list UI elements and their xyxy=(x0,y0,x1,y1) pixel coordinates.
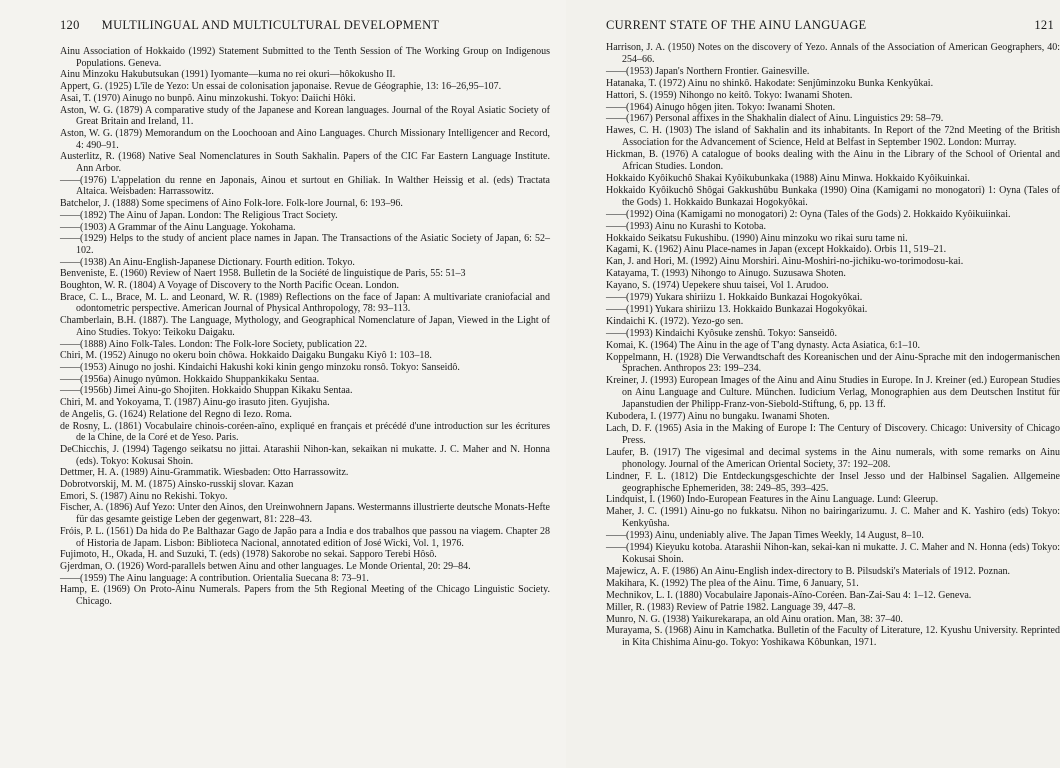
reference-entry: Kan, J. and Hori, M. (1992) Ainu Morshiri. Ainu-Moshiri-no-jichiku-wo-torimodosu-kai. xyxy=(606,256,964,268)
reference-entry: Makihara, K. (1992) The plea of the Ainu. Time, 6 January, 51. xyxy=(606,577,859,589)
reference-entry: Chamberlain, B.H. (1887). The Language, Mythology, and Geographical Nomenclature of Japan, Viewed in the Light of Aino Studies. Tokyo: Teikoku Daigaku. xyxy=(60,315,550,338)
reference-entry: Kagami, K. (1962) Ainu Place-names in Japan (except Hokkaido). Orbis 11, 519–21. xyxy=(606,244,947,256)
reference-entry: Chiri, M. (1952) Ainugo no okeru boin chôwa. Hokkaido Daigaku Bungaku Kiyô 1: 103–18. xyxy=(60,350,432,362)
reference-entry: ——(1993) Kindaichi Kyôsuke zenshû. Tokyo: Sanseidô. xyxy=(606,327,838,339)
reference-entry: Mechnikov, L. I. (1880) Vocabulaire Japonais-Aïno-Coréen. Ban-Zai-Sau 4: 1–12. Geneva. xyxy=(606,589,972,601)
reference-list xyxy=(60,46,550,608)
reference-entry: ——(1892) The Ainu of Japan. London: The Religious Tract Society. xyxy=(60,209,338,221)
reference-entry: ——(1994) Kieyuku kotoba. Atarashii Nihon-kan, sekai-kan ni mukatte. J. C. Maher and N. Honna (eds) Tokyo: Kokusai Shoin. xyxy=(606,542,1060,565)
reference-entry: ——(1938) An Ainu-English-Japanese Dictionary. Fourth edition. Tokyo. xyxy=(60,256,355,268)
reference-entry: Komai, K. (1964) The Ainu in the age of T'ang dynasty. Acta Asiatica, 6:1–10. xyxy=(606,339,921,351)
reference-entry: de Rosny, L. (1861) Vocabulaire chinois-coréen-aïno, expliqué en français et précédé d'une introduction sur les écritures de la Chine, de la Coré et de Yeso. Paris. xyxy=(60,420,550,444)
reference-entry: ——(1979) Yukara shiriizu 1. Hokkaido Bunkazai Hogokyôkai. xyxy=(606,292,863,304)
reference-entry: Ainu Association of Hokkaido (1992) Statement Submitted to the Tenth Session of The Working Group on Indigenous Populations. Geneva. xyxy=(60,46,550,69)
reference-entry: Boughton, W. R. (1804) A Voyage of Discovery to the North Pacific Ocean. London. xyxy=(60,280,400,292)
reference-entry: Laufer, B. (1917) The vigesimal and decimal systems in the Ainu numerals, with some remarks on Ainu phonology. Journal of the American Oriental Society, 37: 192–208. xyxy=(606,446,1060,470)
right-page-header xyxy=(606,14,1060,36)
reference-entry: Koppelmann, H. (1928) Die Verwandtschaft des Koreanischen und der Ainu-Sprache mit den indogermanischen Sprachen. Anthropos 23: 199–234. xyxy=(606,351,1060,375)
reference-entry: Hamp, E. (1969) On Proto-Ainu Numerals. Papers from the 5th Regional Meeting of the Chicago Linguistic Society. Chicago. xyxy=(60,584,550,608)
reference-entry: Majewicz, A. F. (1986) An Ainu-English index-directory to B. Pilsudski's Materials of 1912. Poznan. xyxy=(606,565,1011,577)
reference-entry: Dettmer, H. A. (1989) Ainu-Grammatik. Wiesbaden: Otto Harrassowitz. xyxy=(60,467,349,479)
reference-entry: Fischer, A. (1896) Auf Yezo: Unter den Ainos, den Ureinwohnern Japans. Westermanns illustrierte deutsche Monats-Hefte für das gesamte geistige Leben der gegenwart, 81: 228–43. xyxy=(60,502,550,526)
reference-entry: Hokkaido Seikatsu Fukushibu. (1990) Ainu minzoku wo rikai suru tame ni. xyxy=(606,232,908,244)
reference-entry: Kayano, S. (1974) Uepekere shuu taisei, Vol 1. Arudoo. xyxy=(606,280,829,292)
reference-entry: ——(1993) Ainu, undeniably alive. The Japan Times Weekly, 14 August, 8–10. xyxy=(606,530,924,542)
reference-entry: Fróis, P. L. (1561) Da hida do P.e Balthazar Gago de Japão para a India e dos trabalhos que passou na viagem. Chapter 28 of Historia de Japam. Lisbon: Biblioteca Nacional, annotated edition of José Wicki, Vol. 1, 1976. xyxy=(60,525,550,549)
reference-entry: ——(1959) The Ainu language: A contribution. Orientalia Suecana 8: 73–91. xyxy=(60,572,369,584)
reference-entry: ——(1929) Helps to the study of ancient place names in Japan. The Transactions of the Asiatic Society of Japan, 6: 52–102. xyxy=(60,233,550,256)
reference-entry: de Angelis, G. (1624) Relatione del Regno di Iezo. Roma. xyxy=(60,408,292,420)
reference-entry: Katayama, T. (1993) Nihongo to Ainugo. Suzusawa Shoten. xyxy=(606,268,846,280)
reference-entry: Harrison, J. A. (1950) Notes on the discovery of Yezo. Annals of the Association of American Geographers, 40: 254–66. xyxy=(606,42,1060,65)
reference-entry: Hickman, B. (1976) A catalogue of books dealing with the Ainu in the Library of the School of Oriental and African Studies. London. xyxy=(606,149,1060,173)
reference-entry: ——(1956b) Jimei Ainu-go Shojiten. Hokkaido Shuppan Kikaku Sentaa. xyxy=(60,385,353,397)
reference-entry: Aston, W. G. (1879) Memorandum on the Loochooan and Aino Languages. Church Missionary Intelligencer and Record, 4: 490–91. xyxy=(60,127,550,151)
reference-entry: Austerlitz, R. (1968) Native Seal Nomenclatures in South Sakhalin. Papers of the CIC Far Eastern Language Institute. Ann Arbor. xyxy=(60,151,550,175)
reference-entry: Emori, S. (1987) Ainu no Rekishi. Tokyo. xyxy=(60,490,228,502)
reference-entry: Kindaichi K. (1972). Yezo-go sen. xyxy=(606,315,744,327)
reference-entry: Maher, J. C. (1991) Ainu-go no fukkatsu. Nihon no bairingarizumu. J. C. Maher and K. Yashiro (eds) Tokyo: Kenkyûsha. xyxy=(606,506,1060,530)
reference-entry: Benveniste, E. (1960) Review of Naert 1958. Bulletin de la Société de linguistique de Paris, 55: 51–3 xyxy=(60,268,466,280)
reference-entry: Chiri, M. and Yokoyama, T. (1987) Ainu-go irasuto jiten. Gyujisha. xyxy=(60,397,330,409)
reference-entry: ——(1903) A Grammar of the Ainu Language. Yokohama. xyxy=(60,221,296,233)
reference-entry: Miller, R. (1983) Review of Patrie 1982. Language 39, 447–8. xyxy=(606,601,856,613)
reference-entry: ——(1976) L'appelation du renne en Japonais, Ainou et surtout en Ghiliak. In Walther Heissig et al. (eds) Tractata Altaica. Weisbaden: Harrassowitz. xyxy=(60,174,550,198)
running-head: MULTILINGUAL AND MULTICULTURAL DEVELOPMENT xyxy=(101,17,440,32)
reference-entry: ——(1967) Personal affixes in the Shakhalin dialect of Ainu. Linguistics 29: 58–79. xyxy=(606,113,944,125)
reference-entry: Hokkaido Kyôikuchô Shôgai Gakkushûbu Bunkaka (1990) Oina (Kamigami no monogatori) 1: Oyna (Tales of the Gods) 1. Hokkaido Bunkazai Hogokyôkai. xyxy=(606,184,1060,208)
reference-entry: ——(1964) Ainugo hôgen jiten. Tokyo: Iwanami Shoten. xyxy=(606,101,836,113)
reference-entry: Kubodera, I. (1977) Ainu no bungaku. Iwanami Shoten. xyxy=(606,411,830,423)
reference-entry: Munro, N. G. (1938) Yaikurekarapa, an old Ainu oration. Man, 38: 37–40. xyxy=(606,613,903,625)
reference-entry: Brace, C. L., Brace, M. L. and Leonard, W. R. (1989) Reflections on the face of Japan: A multivariate craniofacial and odontometric perspective. American Journal of Physical Anthropology, 78: 93–113. xyxy=(60,291,550,315)
reference-entry: ——(1888) Aino Folk-Tales. London: The Folk-lore Society, publication 22. xyxy=(60,338,368,350)
reference-entry: Gjerdman, O. (1926) Word-parallels betwen Ainu and other languages. Le Monde Oriental, 20: 29–84. xyxy=(60,560,471,572)
reference-entry: Ainu Minzoku Hakubutsukan (1991) Iyomante—kuma no rei okuri—hôkokusho II. xyxy=(60,69,396,81)
reference-entry: ——(1953) Japan's Northern Frontier. Gainesville. xyxy=(606,65,810,77)
reference-entry: Hokkaido Kyôikuchô Shakai Kyôikubunkaka (1988) Ainu Minwa. Hokkaido Kyôikuinkai. xyxy=(606,172,970,184)
page-number: 121 xyxy=(1034,17,1054,32)
reference-entry: ——(1953) Ainugo no joshi. Kindaichi Hakushi koki kinin gengo minzoku ronsô. Tokyo: Sanseidô. xyxy=(60,361,460,373)
reference-entry: Asai, T. (1970) Ainugo no bunpô. Ainu minzokushi. Tokyo: Daiichi Hôki. xyxy=(60,92,356,104)
reference-entry: Hattori, S. (1959) Nihongo no keitô. Tokyo: Iwanami Shoten. xyxy=(606,89,853,101)
reference-entry: Aston, W. G. (1879) A comparative study of the Japanese and Korean languages. Journal of the Royal Asiatic Society of Great Britain and Ireland, 11. xyxy=(60,104,550,128)
reference-entry: Lach, D. F. (1965) Asia in the Making of Europe I: The Century of Discovery. Chicago: University of Chicago Press. xyxy=(606,423,1060,446)
reference-entry: DeChicchis, J. (1994) Tagengo seikatsu no jittai. Atarashii Nihon-kan, sekaikan ni mukatte. J. C. Maher and N. Honna (eds). Tokyo: Kokusai Shoin. xyxy=(60,443,550,467)
page-number: 120 xyxy=(60,17,80,32)
reference-entry: Lindner, F. L. (1812) Die Entdeckungsgeschichte der Insel Jesso und der Halbinsel Sagalien. Allgemeine geographische Ephemeriden, 38: 249–85, 393–425. xyxy=(606,470,1060,494)
reference-entry: Hawes, C. H. (1903) The island of Sakhalin and its inhabitants. In Report of the 72nd Meeting of the British Association for the Advancement of Science, Held at Belfast in September 1902. London: Murray. xyxy=(606,125,1060,149)
reference-entry: Hatanaka, T. (1972) Ainu no shinkô. Hakodate: Senjûminzoku Bunka Kenkyûkai. xyxy=(606,77,934,89)
reference-entry: ——(1991) Yukara shiriizu 13. Hokkaido Bunkazai Hogokyôkai. xyxy=(606,303,868,315)
reference-entry: Appert, G. (1925) L'île de Yezo: Un essai de colonisation japonaise. Revue de Géographie, 13: 16–26,95–107. xyxy=(60,81,502,93)
reference-entry: ——(1956a) Ainugo nyûmon. Hokkaido Shuppankikaku Sentaa. xyxy=(60,373,320,385)
reference-entry: Fujimoto, H., Okada, H. and Suzuki, T. (eds) (1978) Sakorobe no sekai. Sapporo Terebi Hôsô. xyxy=(60,549,437,561)
left-page-header xyxy=(60,14,550,36)
reference-entry: ——(1993) Ainu no Kurashi to Kotoba. xyxy=(606,220,766,232)
reference-entry: Kreiner, J. (1993) European Images of the Ainu and Ainu Studies in Europe. In J. Kreiner (ed.) European Studies on Ainu Language and Culture. München. Iudicium Verlag, Monographien aus dem Deutschen Institut für Japanstudien der Philipp-Franz-von-Siebold-Stiftung, 6, pp. 13 ff. xyxy=(606,375,1060,411)
reference-entry: Murayama, S. (1968) Ainu in Kamchatka. Bulletin of the Faculty of Literature, 12. Kyushu University. Reprinted in Kita Chishima Ainu-go. Tokyo: Yoshikawa Kôbunkan, 1971. xyxy=(606,625,1060,649)
right-page xyxy=(566,0,1060,768)
reference-entry: Lindquist, I. (1960) Indo-European Features in the Ainu Language. Lund: Gleerup. xyxy=(606,494,939,506)
reference-entry: Batchelor, J. (1888) Some specimens of Aino Folk-lore. Folk-lore Journal, 6: 193–96. xyxy=(60,198,403,210)
reference-entry: Dobrotvorskij, M. M. (1875) Ainsko-russkij slovar. Kazan xyxy=(60,479,294,491)
reference-entry: ——(1992) Oina (Kamigami no monogatori) 2: Oyna (Tales of the Gods) 2. Hokkaido Kyôikuiinkai. xyxy=(606,208,1011,220)
reference-list xyxy=(606,42,1060,649)
running-head: CURRENT STATE OF THE AINU LANGUAGE xyxy=(606,17,867,32)
